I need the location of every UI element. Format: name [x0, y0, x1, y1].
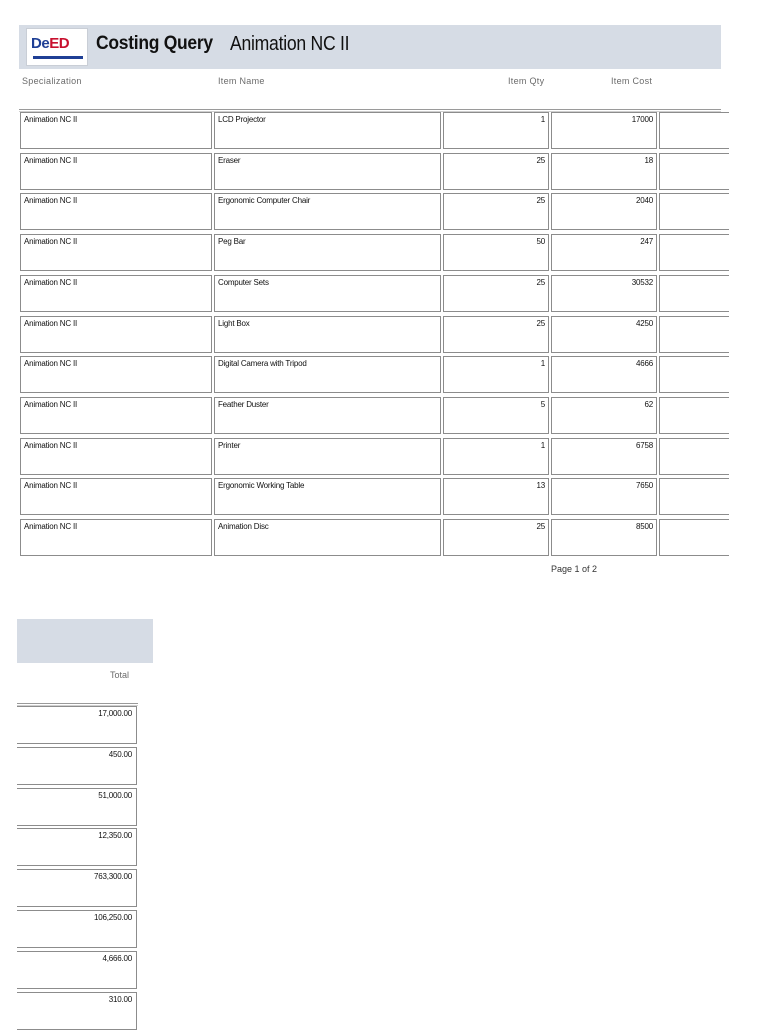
- cell-specialization: Animation NC II: [20, 153, 212, 190]
- page-number: Page 1 of 2: [551, 564, 598, 574]
- cell-item-cost: 17000: [551, 112, 657, 149]
- report-title: Costing Query: [96, 33, 213, 54]
- cell-item-qty: 25: [443, 519, 549, 556]
- cell-item-name: Light Box: [214, 316, 441, 353]
- column-header-item-cost: Item Cost: [611, 76, 653, 86]
- cell-total: 4,666.00: [17, 951, 137, 989]
- cell-specialization: Animation NC II: [20, 112, 212, 149]
- cell-item-cost: 8500: [551, 519, 657, 556]
- cell-item-cost: 247: [551, 234, 657, 271]
- cell-item-cost: 7650: [551, 478, 657, 515]
- cell-total: 106,250.00: [17, 910, 137, 948]
- cell-item-name: Ergonomic Working Table: [214, 478, 441, 515]
- cell-item-cost: 30532: [551, 275, 657, 312]
- cell-item-cost: 6758: [551, 438, 657, 475]
- cell-total-clipped: [659, 397, 729, 434]
- cell-total-clipped: [659, 112, 729, 149]
- cell-item-qty: 1: [443, 438, 549, 475]
- cell-item-name: Printer: [214, 438, 441, 475]
- column-header-total: Total: [110, 670, 130, 680]
- cell-item-qty: 1: [443, 112, 549, 149]
- cell-item-name: Ergonomic Computer Chair: [214, 193, 441, 230]
- cell-item-name: LCD Projector: [214, 112, 441, 149]
- cell-total: 450.00: [17, 747, 137, 785]
- cell-item-qty: 50: [443, 234, 549, 271]
- cell-total-clipped: [659, 193, 729, 230]
- cell-total: 12,350.00: [17, 828, 137, 866]
- cell-total-clipped: [659, 478, 729, 515]
- cell-specialization: Animation NC II: [20, 478, 212, 515]
- cell-total-clipped: [659, 519, 729, 556]
- cell-item-name: Peg Bar: [214, 234, 441, 271]
- column-header-specialization: Specialization: [22, 76, 82, 86]
- cell-total: 763,300.00: [17, 869, 137, 907]
- cell-total: 51,000.00: [17, 788, 137, 826]
- cell-specialization: Animation NC II: [20, 316, 212, 353]
- deped-logo: [26, 28, 88, 66]
- cell-specialization: Animation NC II: [20, 397, 212, 434]
- total-header-divider: [17, 703, 138, 704]
- cell-total: 17,000.00: [17, 706, 137, 744]
- cell-item-qty: 1: [443, 356, 549, 393]
- cell-item-qty: 5: [443, 397, 549, 434]
- cell-total-clipped: [659, 356, 729, 393]
- report-subtitle: Animation NC II: [230, 33, 350, 55]
- cell-item-qty: 25: [443, 153, 549, 190]
- cell-item-cost: 2040: [551, 193, 657, 230]
- cell-specialization: Animation NC II: [20, 438, 212, 475]
- cell-specialization: Animation NC II: [20, 519, 212, 556]
- cell-total-clipped: [659, 234, 729, 271]
- cell-specialization: Animation NC II: [20, 234, 212, 271]
- cell-specialization: Animation NC II: [20, 356, 212, 393]
- logo-wordmark: DeED: [31, 35, 70, 52]
- cell-specialization: Animation NC II: [20, 193, 212, 230]
- column-header-item-name: Item Name: [218, 76, 265, 86]
- header-divider: [19, 109, 721, 110]
- cell-item-name: Animation Disc: [214, 519, 441, 556]
- cell-total: 310.00: [17, 992, 137, 1030]
- cell-total-clipped: [659, 153, 729, 190]
- cell-item-cost: 18: [551, 153, 657, 190]
- cell-item-cost: 62: [551, 397, 657, 434]
- cell-total-clipped: [659, 316, 729, 353]
- cell-specialization: Animation NC II: [20, 275, 212, 312]
- cell-item-name: Digital Camera with Tripod: [214, 356, 441, 393]
- cell-item-cost: 4250: [551, 316, 657, 353]
- cell-item-qty: 25: [443, 275, 549, 312]
- cell-item-qty: 13: [443, 478, 549, 515]
- cell-item-name: Computer Sets: [214, 275, 441, 312]
- logo-underline: [33, 56, 83, 59]
- cell-item-cost: 4666: [551, 356, 657, 393]
- cell-item-name: Feather Duster: [214, 397, 441, 434]
- cell-item-name: Eraser: [214, 153, 441, 190]
- page2-header-band: [17, 619, 153, 663]
- cell-item-qty: 25: [443, 316, 549, 353]
- column-header-item-qty: Item Qty: [508, 76, 545, 86]
- cell-total-clipped: [659, 275, 729, 312]
- cell-total-clipped: [659, 438, 729, 475]
- cell-item-qty: 25: [443, 193, 549, 230]
